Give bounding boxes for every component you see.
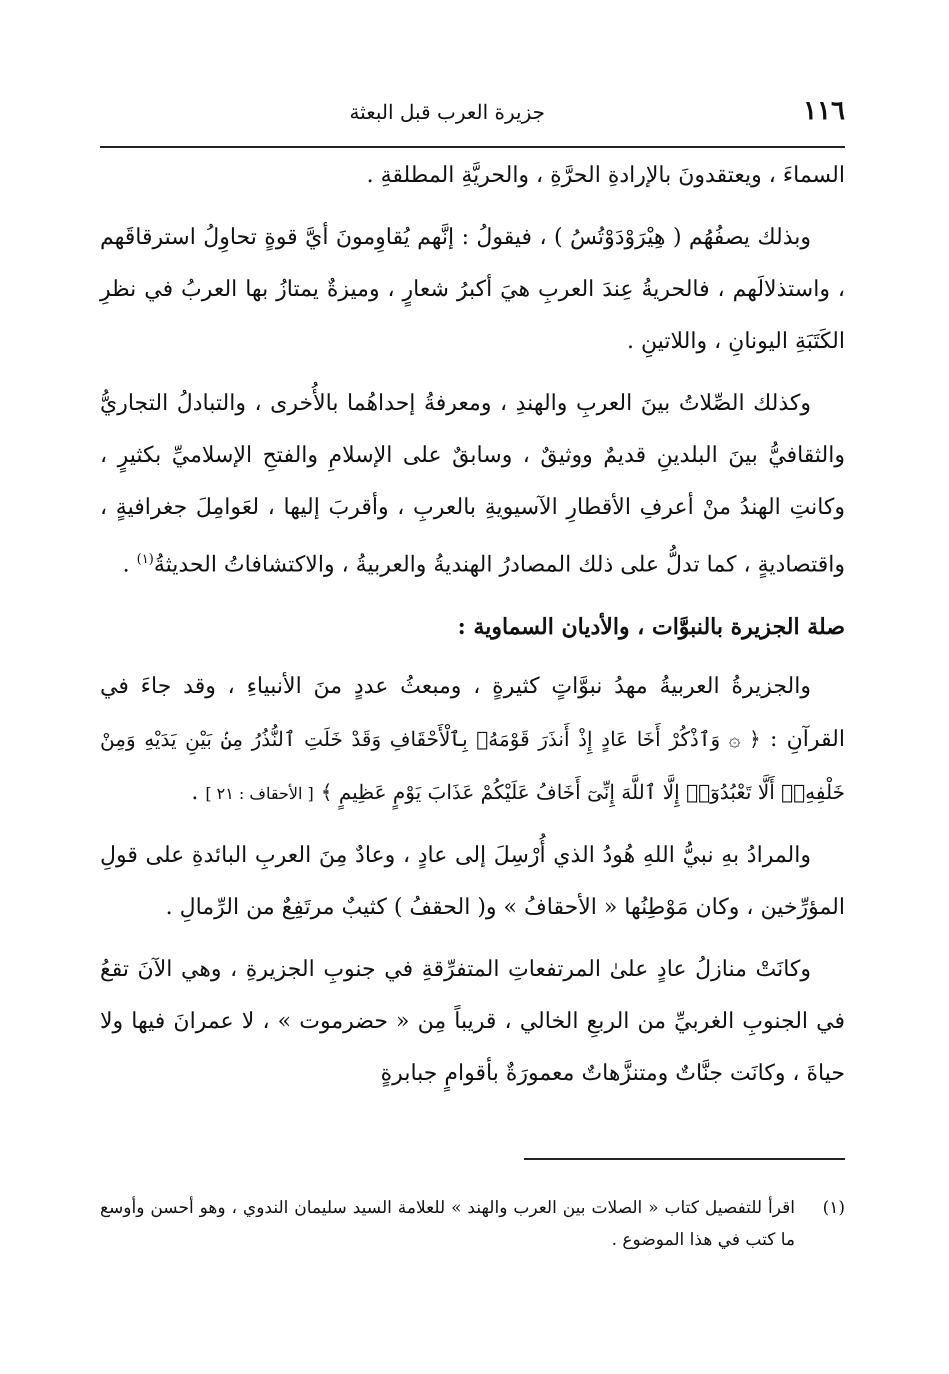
paragraph-4 [100, 661, 845, 820]
paragraph-6: وكانَتْ منازلُ عادٍ علىٰ المرتفعاتِ المتفرِّقةِ في جنوبِ الجزيرةِ ، وهي الآنَ تقعُ في الجنوبِ الغربيِّ من الربعِ الخالي ، قريباً مِن « حضرموت » ، لا عمرانَ فيها ولا حياةَ ، وكانَت جنَّاتٌ ومتنزَّهاتٌ معمورَةٌ بأقوامٍ جبابرةٍ [100, 957, 845, 1087]
paragraph-1: السماءَ ، ويعتقدونَ بالإرادةِ الحرَّةِ ، والحريَّةِ المطلقةِ . [366, 163, 845, 188]
footnote-text: اقرأ للتفصيل كتاب « الصلات بين العرب والهند » للعلامة السيد سليمان الندوي ، وهو أحسن وأوسع ما كتب في هذا الموضوع . [100, 1198, 795, 1250]
running-title: جزيرة العرب قبل البعثة [349, 100, 545, 124]
page-number: ١١٦ [803, 96, 845, 126]
paragraph-4-intro: والجزيرةُ العربيةُ مهدُ نبوَّاتٍ كثيرةٍ ، ومبعثُ عددٍ منَ الأنبياءِ ، وقد جاءَ في القرآنِ : [100, 674, 845, 753]
footnote [100, 1192, 845, 1256]
quran-verse: ﴿ ۞ وَٱذْكُرْ أَخَا عَادٍ إِذْ أَنذَرَ قَوْمَهُۥ بِٱلْأَحْقَافِ وَقَدْ خَلَتِ ٱلنُّذُرُ مِنۢ بَيْنِ يَدَيْهِ وَمِنْ خَلْفِهِۦٓ أَلَّا تَعْبُدُوٓا۟ إِلَّا ٱللَّهَ إِنِّىٓ أَخَافُ عَلَيْكُمْ عَذَابَ يَوْمٍ عَظِيمٍ ﴾ [100, 727, 845, 805]
paragraph-2: وبذلك يصفُهُم ( هِيْرَوْدَوْتُسُ ) ، فيقولُ : إنَّهم يُقاوِمونَ أيَّ قوةٍ تحاوِلُ استرقاقَهم ، واستذلالَهم ، فالحريةُ عِندَ العربِ هيَ أكبرُ شعارٍ ، وميزةٌ يمتازُ بها العربُ في نظرِ الكَتَبَةِ اليونانِ ، واللاتينِ . [100, 225, 845, 354]
footnote-marker[interactable]: (١) [136, 552, 154, 567]
paragraph-3-text: وكذلك الصِّلاتُ بينَ العربِ والهندِ ، ومعرفةُ إحداهُما بالأُخرى ، والتبادلُ التجاريُّ والثقافيُّ بينَ البلدينِ قديمٌ ووثيقٌ ، وسابقٌ على الإسلامِ والفتحِ الإسلاميِّ بكثيرٍ ، وكانتِ الهندُ منْ أعرفِ الأقطارِ الآسيويةِ بالعربِ ، وأقربَ إليها ، لعَوامِلَ جغرافيةٍ ، واقتصاديةٍ ، كما تدلُّ على ذلك المصادرُ الهنديةُ والعربيةُ ، والاكتشافاتُ الحديثةُ [100, 391, 845, 578]
body-text [100, 150, 845, 1110]
section-heading: صلة الجزيرة بالنبوَّات ، والأديان السماوية : [457, 614, 845, 641]
paragraph-3 [100, 378, 845, 591]
footnote-rule [524, 1158, 845, 1160]
header-rule [100, 146, 845, 148]
verse-reference: [ الأحقاف : ٢١ ] [205, 784, 314, 804]
paragraph-4-end: . [191, 780, 206, 806]
paragraph-3-end: . [122, 552, 137, 578]
page-header [100, 92, 845, 142]
footnote-number: (١) [822, 1198, 845, 1218]
paragraph-5: والمرادُ بهِ نبيُّ اللهِ هُودُ الذي أُرْسِلَ إلى عادٍ ، وعادٌ مِنَ العربِ البائدةِ على قولِ المؤرِّخين ، وكان مَوْطِنُها « الأحقافُ » و( الحقفُ ) كثيبٌ مرتَفِعٌ من الرِّمالِ . [100, 843, 845, 921]
